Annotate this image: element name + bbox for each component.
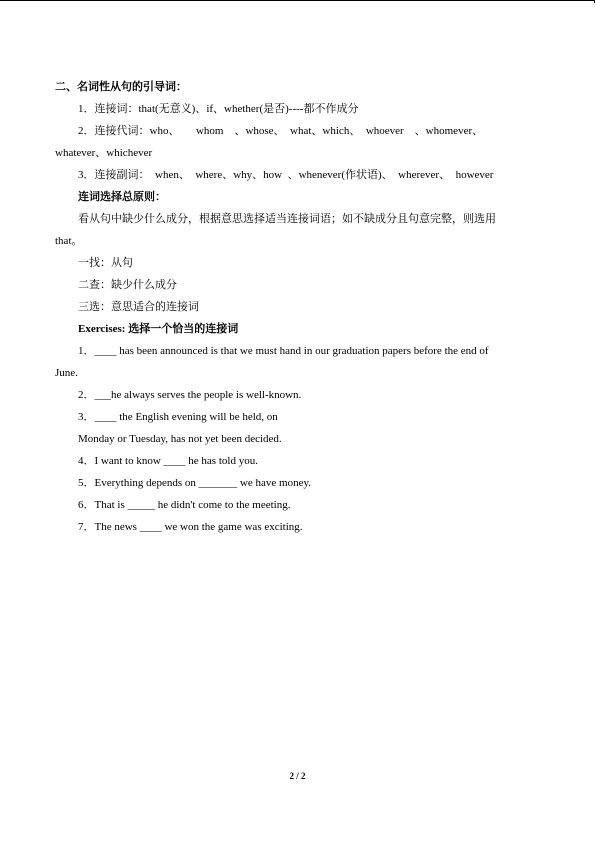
- exercise-6: 6．That is _____ he didn't come to the meeting.: [78, 499, 291, 511]
- exercises-heading: [78, 322, 238, 336]
- connective-pronouns-continued: whatever、whichever: [55, 147, 153, 159]
- step-choose: 三选：意思适合的连接词: [78, 301, 199, 313]
- connective-adverbs-line: 3．连接副词： when、 where、why、how 、whenever(作状语)、 wherever、 however: [78, 169, 494, 181]
- connective-pronouns-line: 2．连接代词：who、 whom 、whose、 what、which、 whoever 、whomever、: [78, 125, 484, 137]
- step-check: 二查：缺少什么成分: [78, 279, 177, 291]
- exercise-5: 5．Everything depends on _______ we have money.: [78, 477, 311, 489]
- principle-text-continued: that。: [55, 235, 83, 247]
- principle-heading: 连词选择总原则：: [78, 190, 166, 203]
- exercise-2: 2．___he always serves the people is well-known.: [78, 389, 302, 401]
- exercise-4: 4．I want to know ____ he has told you.: [78, 455, 258, 467]
- page-number: 2 / 2: [289, 771, 306, 781]
- top-rule: [0, 0, 595, 1]
- section-heading: 二、名词性从句的引导词：: [55, 80, 187, 93]
- exercise-7: 7．The news ____ we won the game was exciting.: [78, 521, 303, 533]
- principle-text: 看从句中缺少什么成分，根据意思选择适当连接词语；如不缺成分且句意完整，则选用: [78, 213, 496, 225]
- exercise-1-continued: June.: [55, 367, 78, 379]
- exercises-title-zh: 选择一个恰当的连接词: [128, 322, 239, 335]
- exercise-3: 3．____ the English evening will be held, on: [78, 411, 278, 423]
- step-find: 一找：从句: [78, 257, 133, 269]
- connector-words-line: 1．连接词：that(无意义)、if、whether(是否)----都不作成分: [78, 103, 359, 115]
- exercises-title-en: Exercises:: [78, 323, 126, 335]
- exercise-1: 1．____ has been announced is that we must hand in our graduation papers before the end of: [78, 345, 489, 357]
- exercise-3-continued: Monday or Tuesday, has not yet been decided.: [78, 433, 282, 445]
